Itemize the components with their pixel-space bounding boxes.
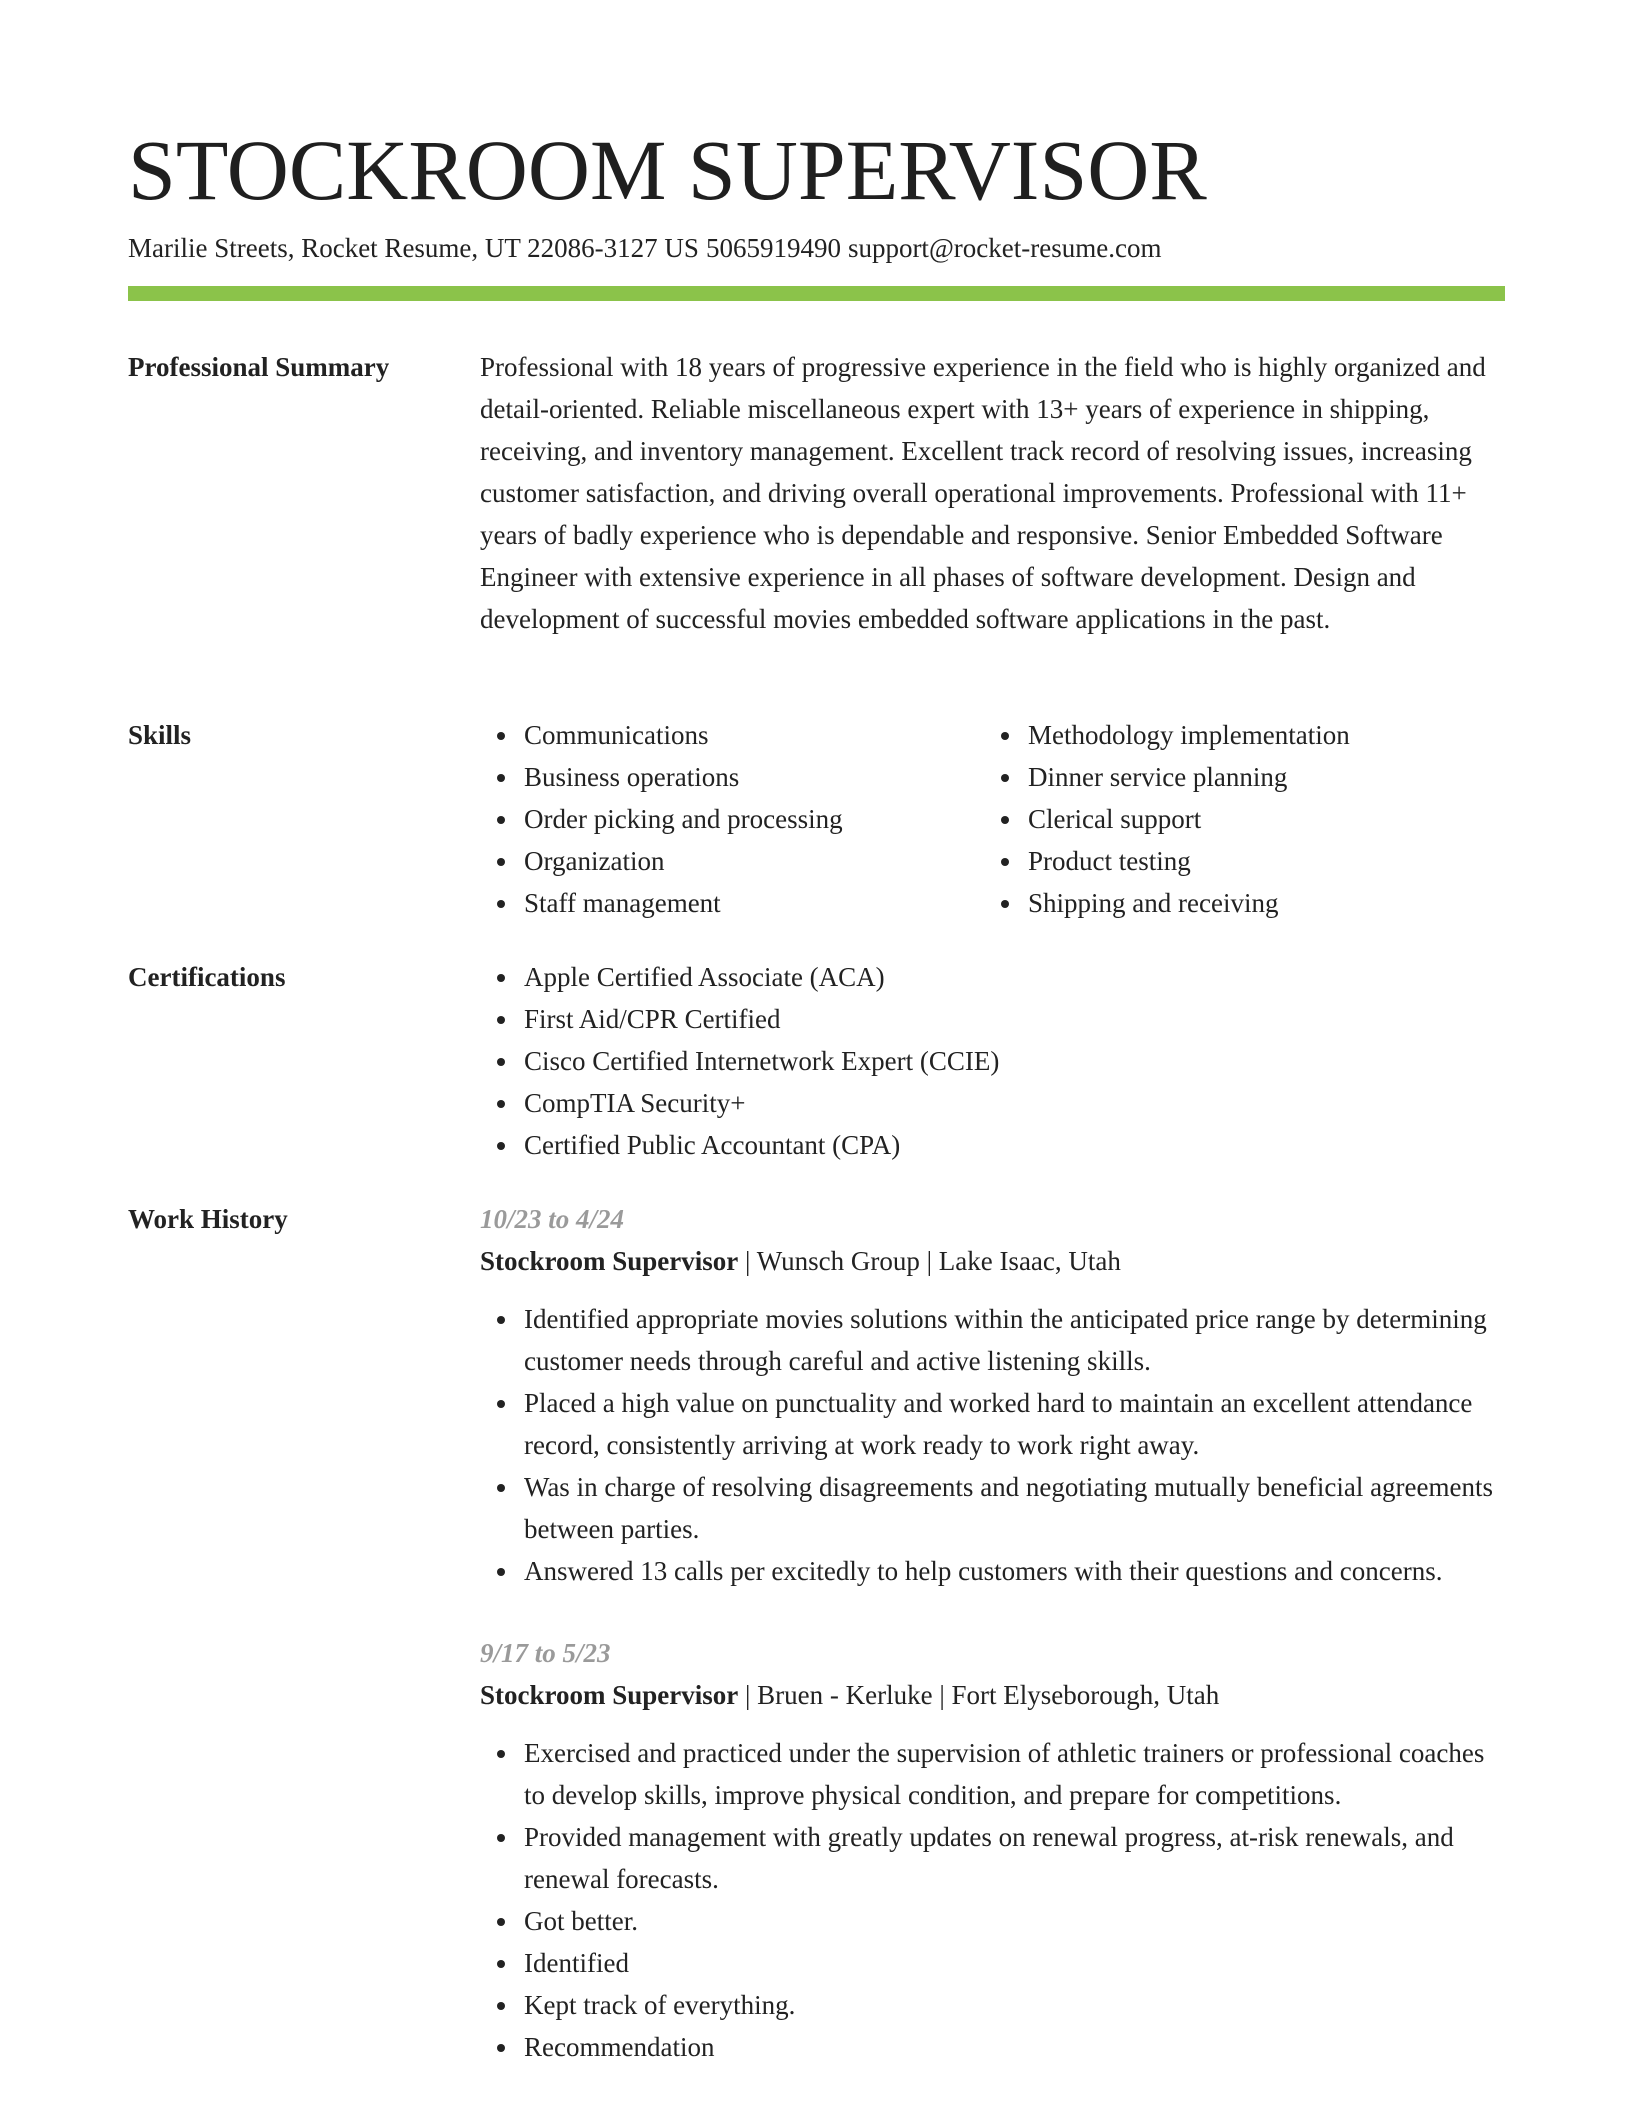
contact-address: Marilie Streets, Rocket Resume, UT 22086-3127 US (128, 233, 699, 263)
job-bullet: Kept track of everything. (480, 1984, 1505, 2026)
skill-item: Communications (480, 714, 984, 756)
summary-heading: Professional Summary (128, 352, 390, 382)
job-location: Fort Elyseborough, Utah (951, 1680, 1220, 1710)
job-separator: | (939, 1680, 945, 1710)
job-bullet: Got better. (480, 1900, 1505, 1942)
job-bullet: Was in charge of resolving disagreements and negotiating mutually beneficial agreements between parties. (480, 1466, 1505, 1550)
job-company: Wunsch Group (756, 1246, 920, 1276)
skill-item: Shipping and receiving (984, 882, 1488, 924)
certification-item: Cisco Certified Internetwork Expert (CCIE) (480, 1040, 1505, 1082)
job-bullet: Placed a high value on punctuality and worked hard to maintain an excellent attendance record, consistently arriving at work ready to work right away. (480, 1382, 1505, 1466)
skill-item: Business operations (480, 756, 984, 798)
job-dates: 9/17 to 5/23 (480, 1638, 611, 1668)
skills-list-left (480, 714, 984, 924)
job-bullet: Exercised and practiced under the supervision of athletic trainers or professional coaches to develop skills, improve physical condition, and prepare for competitions. (480, 1732, 1505, 1816)
job-bullet: Answered 13 calls per excitedly to help customers with their questions and concerns. (480, 1550, 1505, 1592)
certification-item: Certified Public Accountant (CPA) (480, 1124, 1505, 1166)
job-heading (480, 1240, 1505, 1282)
job-heading (480, 1674, 1505, 1716)
skill-item: Dinner service planning (984, 756, 1488, 798)
skills-heading: Skills (128, 720, 192, 750)
certification-item: Apple Certified Associate (ACA) (480, 956, 1505, 998)
skills-grid (480, 714, 1505, 924)
job-bullets (480, 1732, 1505, 2068)
skill-item: Clerical support (984, 798, 1488, 840)
job-dates: 10/23 to 4/24 (480, 1204, 625, 1234)
job-bullet: Recommendation (480, 2026, 1505, 2068)
job-bullet: Identified appropriate movies solutions within the anticipated price range by determining customer needs through careful and active listening skills. (480, 1298, 1505, 1382)
skill-item: Staff management (480, 882, 984, 924)
job-bullet: Provided management with greatly updates on renewal progress, at-risk renewals, and renewal forecasts. (480, 1816, 1505, 1900)
certifications-heading: Certifications (128, 962, 286, 992)
job-bullet: Identified (480, 1942, 1505, 1984)
contact-line (128, 230, 1161, 266)
contact-phone: 5065919490 (705, 233, 841, 263)
contact-email: support@rocket-resume.com (847, 233, 1162, 263)
job-separator: | (926, 1246, 932, 1276)
job-bullets (480, 1298, 1505, 1592)
skill-item: Order picking and processing (480, 798, 984, 840)
resume-title: STOCKROOM SUPERVISOR (128, 122, 1207, 218)
job-location: Lake Isaac, Utah (938, 1246, 1121, 1276)
skill-item: Organization (480, 840, 984, 882)
job-title: Stockroom Supervisor (480, 1680, 739, 1710)
job-separator: | (745, 1246, 751, 1276)
certifications-list (480, 956, 1505, 1166)
certification-item: First Aid/CPR Certified (480, 998, 1505, 1040)
job-entry (480, 1632, 1505, 2068)
work-history-body (480, 1198, 1505, 2068)
job-entry (480, 1198, 1505, 1592)
skill-item: Methodology implementation (984, 714, 1488, 756)
job-title: Stockroom Supervisor (480, 1246, 739, 1276)
work-history-heading: Work History (128, 1204, 288, 1234)
summary-text: Professional with 18 years of progressive experience in the field who is highly organized and detail-oriented. Reliable miscellaneous expert with 13+ years of experience in shipping, receiving, and inventory management. Excellent track record of resolving issues, increasing customer satisfaction, and driving overall operational improvements. Professional with 11+ years of badly experience who is dependable and responsive. Senior Embedded Software Engineer with extensive experience in all phases of software development. Design and development of successful movies embedded software applications in the past. (480, 352, 1486, 634)
certification-item: CompTIA Security+ (480, 1082, 1505, 1124)
job-company: Bruen - Kerluke (757, 1680, 933, 1710)
skill-item: Product testing (984, 840, 1488, 882)
accent-divider (128, 286, 1505, 301)
job-separator: | (745, 1680, 751, 1710)
skills-list-right (984, 714, 1488, 924)
